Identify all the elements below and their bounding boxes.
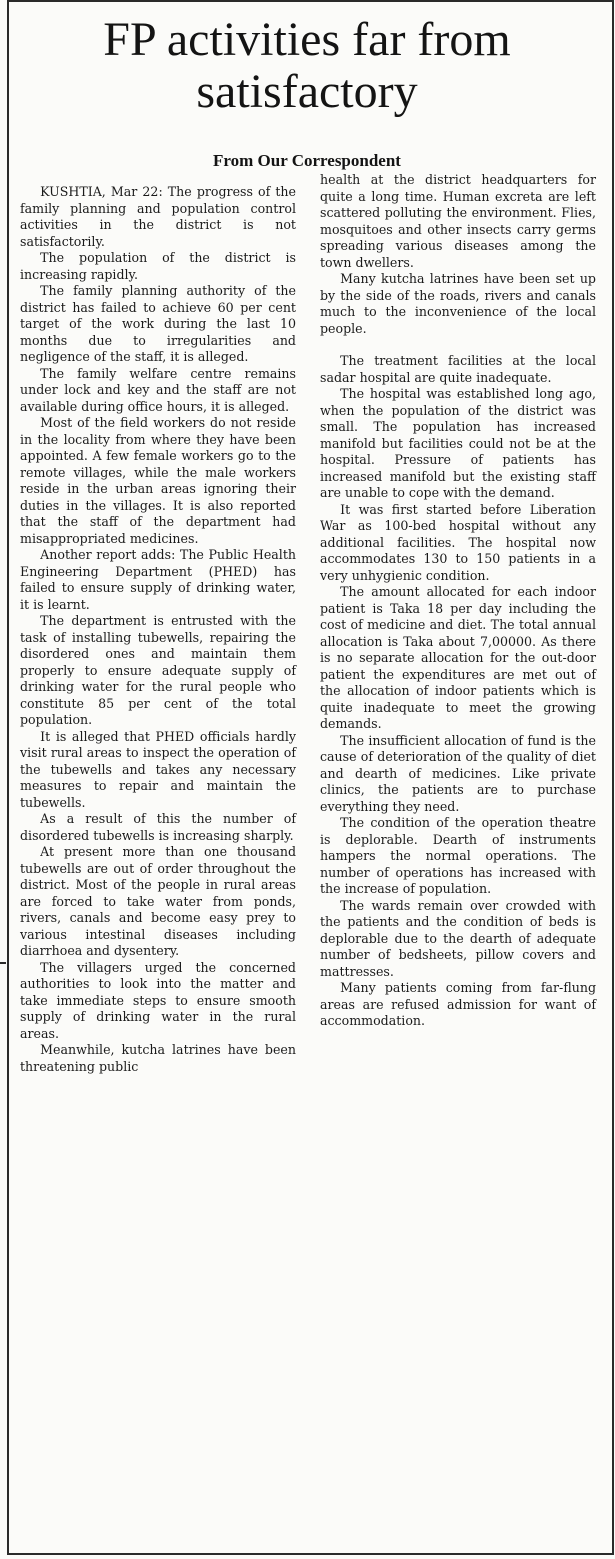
clipping-border-left bbox=[7, 0, 9, 1555]
paragraph: At present more than one thousand tubewells are out of order throughout the district. Most of the people in rural areas are forced to take water from ponds, rivers, canals and become easy prey to various intestinal diseases including diarrhoea and dysentery. bbox=[20, 844, 296, 958]
paragraph: As a result of this the number of disordered tubewells is increasing sharply. bbox=[20, 811, 296, 843]
paragraph: Another report adds: The Public Health Engineering Department (PHED) has failed to ensure supply of drinking water, it is learnt. bbox=[20, 547, 296, 612]
headline-line-2: satisfactory bbox=[196, 65, 418, 118]
paragraph: Many patients coming from far-flung areas are refused admission for want of accommodation. bbox=[320, 980, 596, 1028]
paragraph: The insufficient allocation of fund is the cause of deterioration of the quality of diet and dearth of medicines. Like private clinics, the patients are to purchase everything they need. bbox=[320, 732, 596, 814]
paragraph: The amount allocated for each indoor patient is Taka 18 per day including the cost of medicine and diet. The total annual allocation is Taka about 7,00000. As there is no separate allocation for the out-door patient the expenditures are met out of the allocation of indoor patients which is quite inadequate to meet the growing demands. bbox=[320, 584, 596, 731]
paragraph: The hospital was established long ago, when the population of the district was small. The population has increased manifold but facilities could not be at the hospital. Pressure of patients has increased manifold but the existing staff are unable to cope with the demand. bbox=[320, 386, 596, 500]
paragraph: health at the district headquarters for quite a long time. Human excreta are left scattered polluting the environment. Flies, mosquitoes and other insects carry germs spreading various diseases among the town dwellers. bbox=[320, 172, 596, 270]
paragraph: KUSHTIA, Mar 22: The progress of the family planning and population control activities in the district is not satisfactorily. bbox=[20, 184, 296, 249]
paragraph: The family welfare centre remains under lock and key and the staff are not available during office hours, it is alleged. bbox=[20, 365, 296, 414]
paragraph: Most of the field workers do not reside in the locality from where they have been appointed. A few female workers go to the remote villages, while the male workers reside in the urban areas ignoring their duties in the villages. It is also reported that the staff of the department had misappropriated medicines. bbox=[20, 415, 296, 546]
paragraph: It is alleged that PHED officials hardly visit rural areas to inspect the operation of the tubewells and takes any necessary measures to repair and maintain the tubewells. bbox=[20, 728, 296, 810]
paragraph: The wards remain over crowded with the patients and the condition of beds is deplorable due to the dearth of adequate number of bedsheets, pillow covers and mattresses. bbox=[320, 897, 596, 979]
paragraph: It was first started before Liberation War as 100-bed hospital without any additional facilities. The hospital now accommodates 130 to 150 patients in a very unhygienic condition. bbox=[320, 501, 596, 583]
clipping-border-top bbox=[7, 0, 614, 2]
article-column-left bbox=[20, 184, 296, 1075]
article-byline: From Our Correspondent bbox=[213, 151, 401, 170]
article-column-right bbox=[320, 172, 596, 1030]
article-headline bbox=[14, 14, 600, 118]
paragraph: The condition of the operation theatre is deplorable. Dearth of instruments hampers the normal operations. The number of operations has increased with the increase of population. bbox=[320, 815, 596, 896]
scan-edge-mark bbox=[0, 962, 6, 964]
clipping-border-bottom bbox=[7, 1553, 614, 1555]
paragraph: The department is entrusted with the task of installing tubewells, repairing the disordered ones and maintain them properly to ensure adequate supply of drinking water for the rural people who constitute 85 per cent of the total population. bbox=[20, 613, 296, 727]
paragraph: The treatment facilities at the local sadar hospital are quite inadequate. bbox=[320, 353, 596, 385]
clipping-border-right bbox=[612, 0, 614, 1555]
paragraph: The family planning authority of the district has failed to achieve 60 per cent target of the work during the last 10 months due to irregularities and negligence of the staff, it is alleged. bbox=[20, 283, 296, 364]
headline-line-1: FP activities far from bbox=[103, 13, 511, 66]
paragraph: Many kutcha latrines have been set up by the side of the roads, rivers and canals much to the inconvenience of the local people. bbox=[320, 271, 596, 336]
paragraph: The population of the district is increasing rapidly. bbox=[20, 250, 296, 282]
paragraph: The villagers urged the concerned authorities to look into the matter and take immediate steps to ensure smooth supply of drinking water in the rural areas. bbox=[20, 959, 296, 1041]
paragraph: Meanwhile, kutcha latrines have been threatening public bbox=[20, 1042, 296, 1074]
